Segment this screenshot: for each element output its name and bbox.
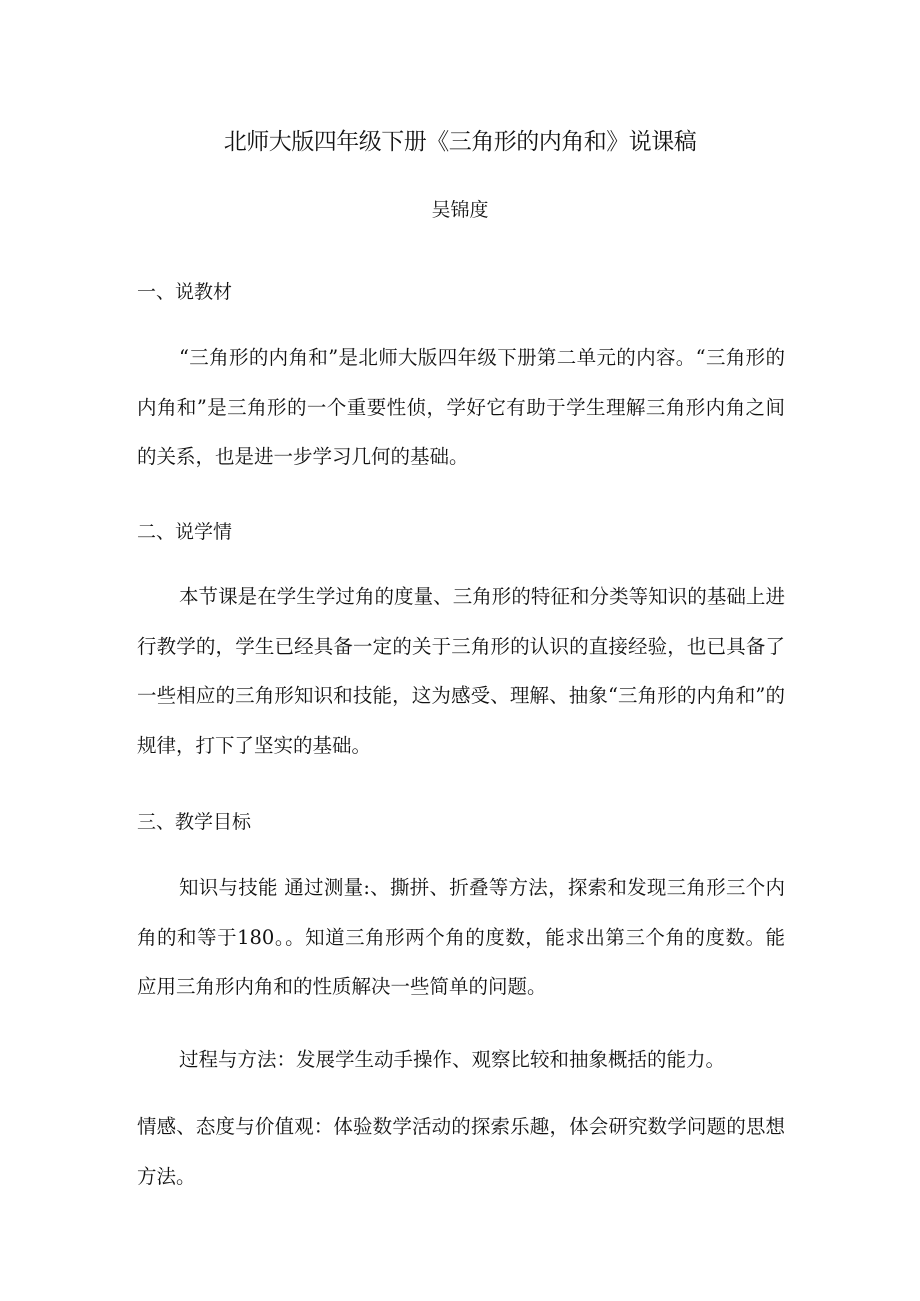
section-paragraph-process-methods: 过程与方法：发展学生动手操作、观察比较和抽象概括的能力。 xyxy=(179,1048,726,1071)
section-heading-students: 二、说学情 xyxy=(137,521,233,543)
section-paragraph-knowledge-skills: 知识与技能 通过测量:、撕拼、折叠等方法，探索和发现三角形三个内角的和等于180。。知道三角形两个角的度数，能求出第三个角的度数。能应用三角形内角和的性质解决一些简单的问题。 xyxy=(137,876,785,998)
document-title: 北师大版四年级下册《三角形的内角和》说课稿 xyxy=(223,129,697,155)
section-paragraph-students: 本节课是在学生学过角的度量、三角形的特征和分类等知识的基础上进行教学的，学生已经具备一定的关于三角形的认识的直接经验，也已具备了一些相应的三角形知识和技能，这为感受、理解、抽象“三角形的内角和”的规律，打下了坚实的基础。 xyxy=(137,585,785,757)
section-paragraph-emotion-values: 情感、态度与价值观：体验数学活动的探索乐趣，体会研究数学问题的思想方法。 xyxy=(137,1115,785,1188)
document-author: 吴锦度 xyxy=(431,199,489,221)
section-heading-goals: 三、教学目标 xyxy=(137,811,252,833)
section-paragraph-textbook: “三角形的内角和”是北师大版四年级下册第二单元的内容。“三角形的内角和”是三角形的一个重要性侦，学好它有助于学生理解三角形内角之间的关系，也是进一步学习几何的基础。 xyxy=(137,346,785,468)
section-heading-textbook: 一、说教材 xyxy=(137,281,233,303)
